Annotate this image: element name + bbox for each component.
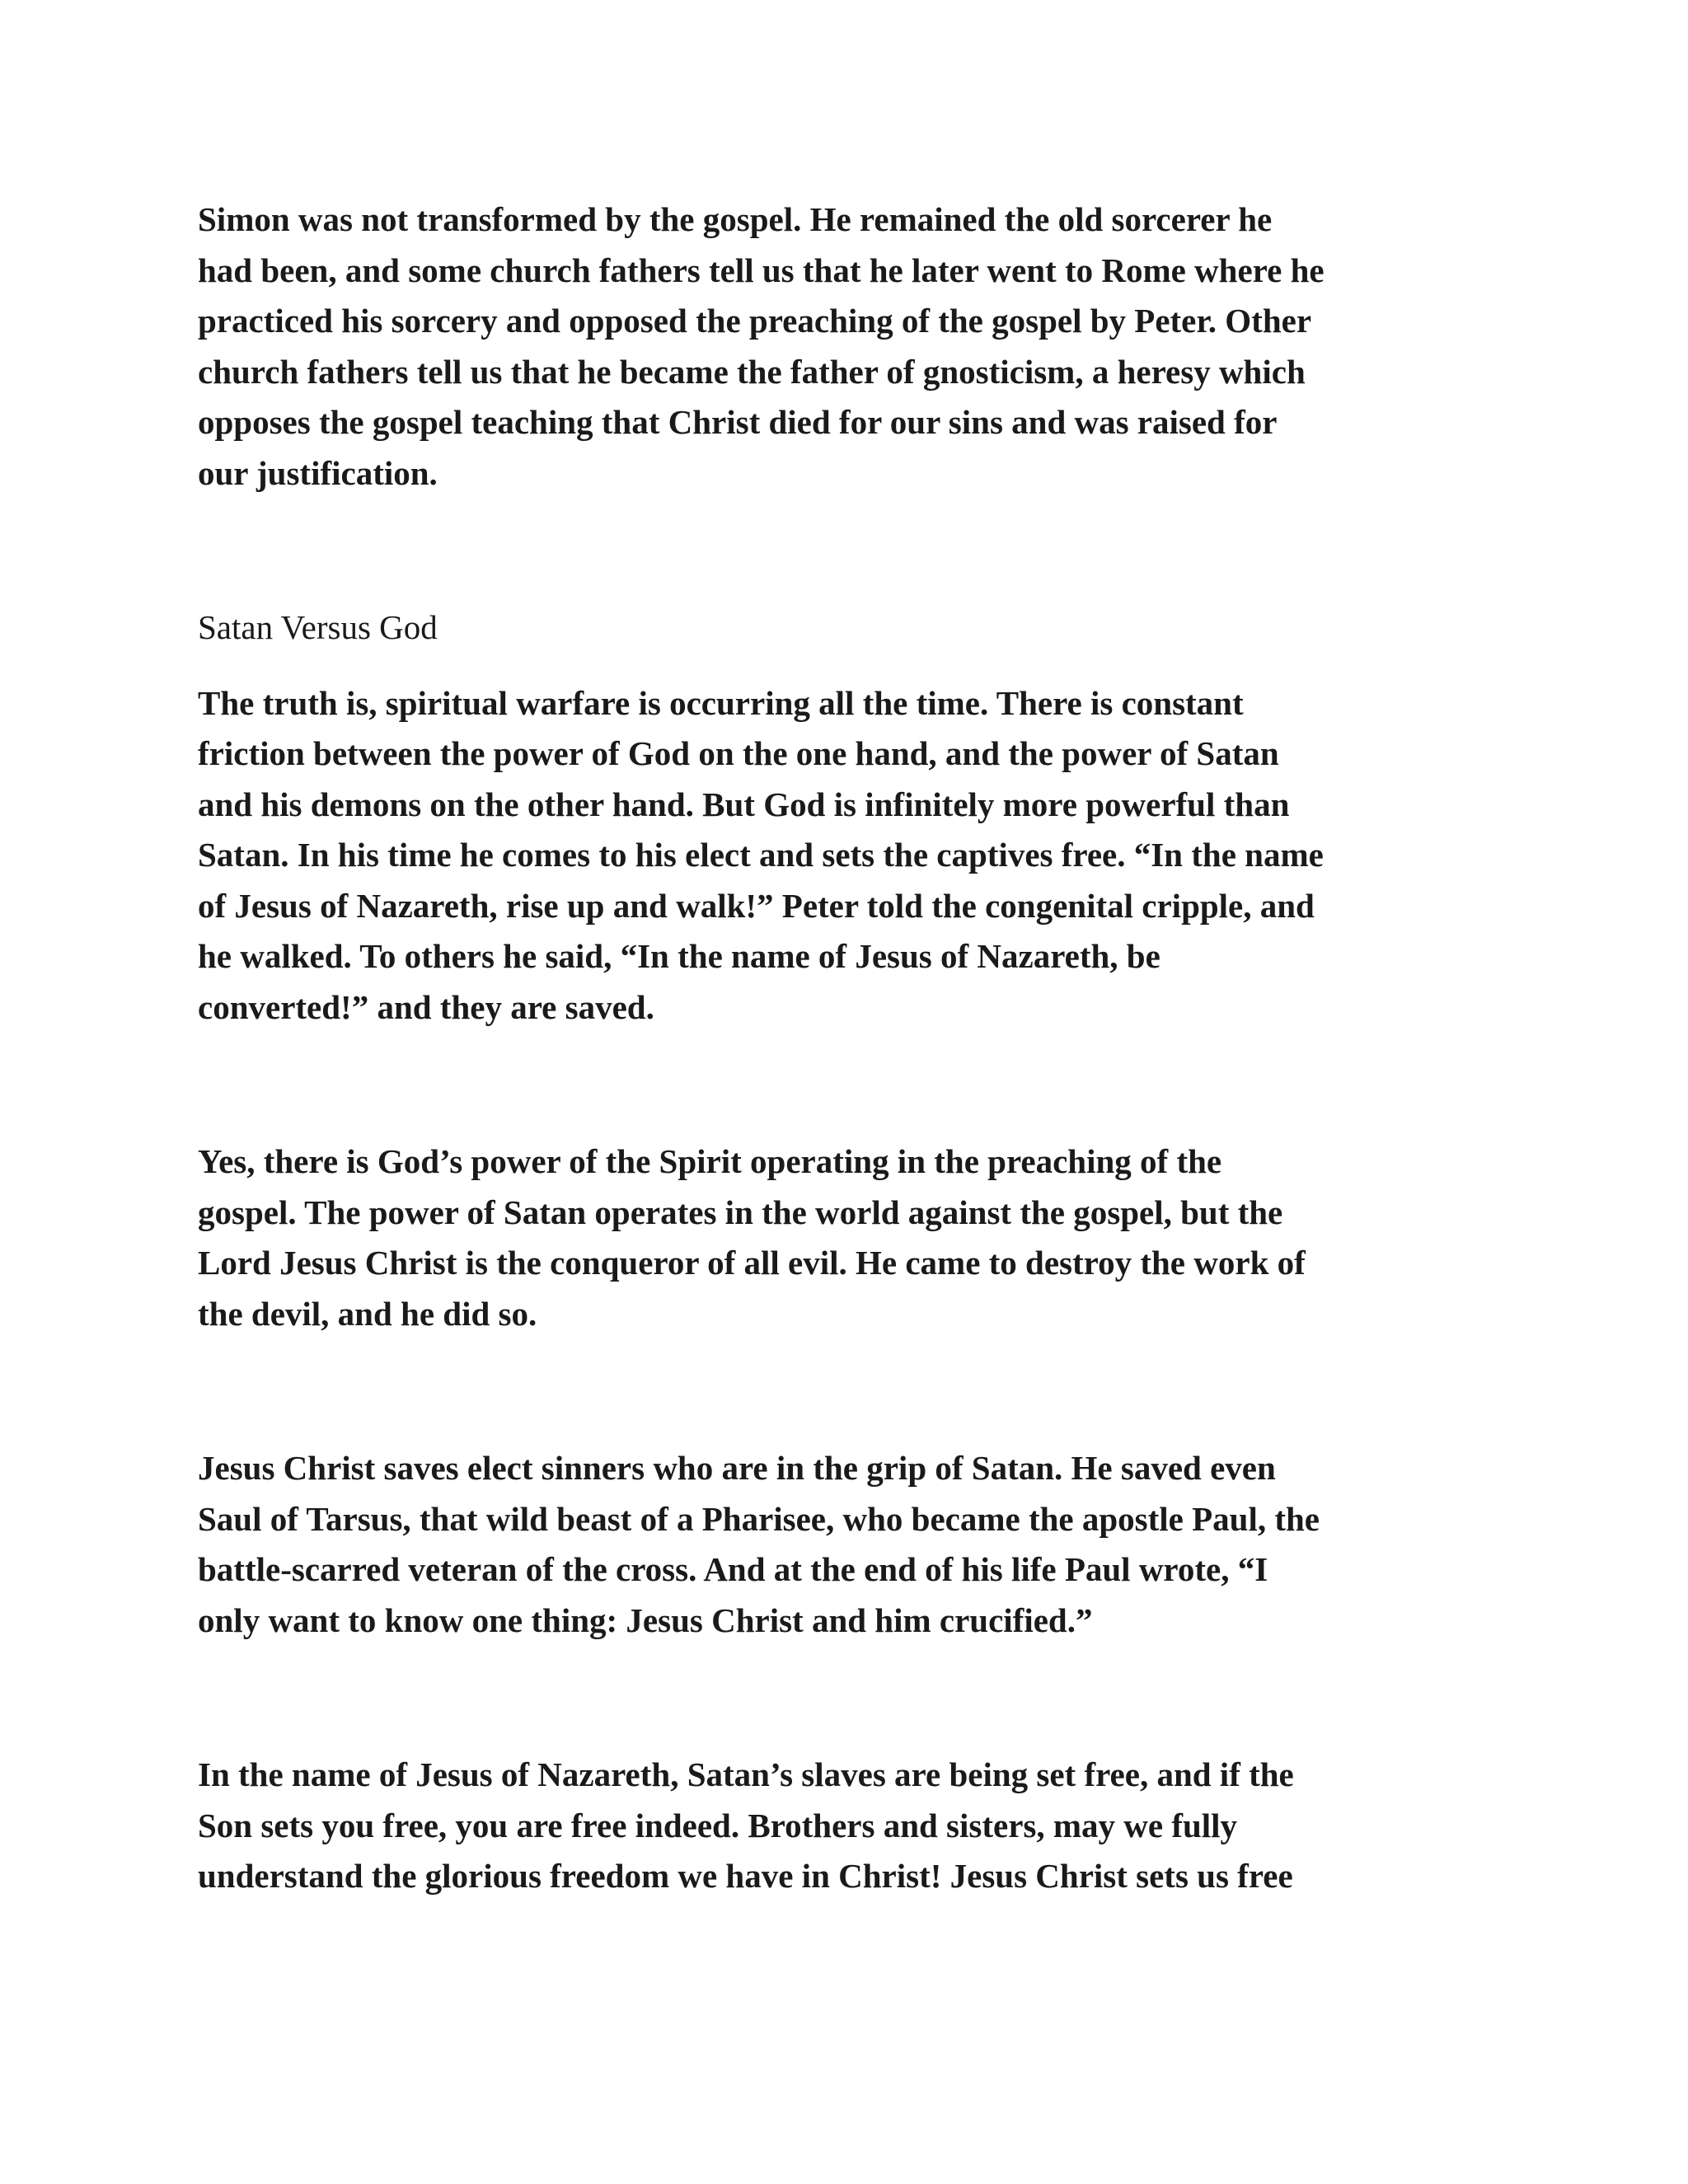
text-line: Son sets you free, you are free indeed. Brothers and sisters, may we fully <box>198 1806 1238 1844</box>
text-line: of Jesus of Nazareth, rise up and walk!” Peter told the congenital cripple, and <box>198 886 1315 925</box>
text-line: church fathers tell us that he became the father of gnosticism, a heresy which <box>198 352 1306 391</box>
text-line: Saul of Tarsus, that wild beast of a Pharisee, who became the apostle Paul, the <box>198 1499 1320 1538</box>
paragraph-power-of-spirit <box>198 1137 1500 1339</box>
paragraph-spacer <box>198 1339 1500 1443</box>
text-line: only want to know one thing: Jesus Christ and him crucified.” <box>198 1601 1093 1639</box>
text-line: friction between the power of God on the one hand, and the power of Satan <box>198 734 1279 772</box>
text-line: gospel. The power of Satan operates in the world against the gospel, but the <box>198 1193 1283 1231</box>
text-line: The truth is, spiritual warfare is occurring all the time. There is constant <box>198 683 1244 722</box>
text-line: practiced his sorcery and opposed the preaching of the gospel by Peter. Other <box>198 302 1312 340</box>
paragraph-spacer <box>198 1646 1500 1750</box>
paragraph-elect-sinners <box>198 1443 1500 1646</box>
paragraph-simon <box>198 194 1500 499</box>
text-line: had been, and some church fathers tell us that he later went to Rome where he <box>198 251 1325 289</box>
paragraph-spacer <box>198 1033 1500 1137</box>
text-line: he walked. To others he said, “In the name of Jesus of Nazareth, be <box>198 937 1160 975</box>
text-line: understand the glorious freedom we have in Christ! Jesus Christ sets us free <box>198 1857 1293 1895</box>
text-line: Simon was not transformed by the gospel. He remained the old sorcerer he <box>198 200 1273 238</box>
paragraph-spiritual-warfare <box>198 678 1500 1033</box>
section-heading: Satan Versus God <box>198 608 438 646</box>
text-line: Yes, there is God’s power of the Spirit operating in the preaching of the <box>198 1142 1222 1180</box>
text-line: opposes the gospel teaching that Christ died for our sins and was raised for <box>198 403 1278 441</box>
text-line: and his demons on the other hand. But God is infinitely more powerful than <box>198 785 1290 823</box>
heading-spacer <box>198 654 1500 678</box>
text-line: the devil, and he did so. <box>198 1294 537 1333</box>
text-line: Lord Jesus Christ is the conqueror of all evil. He came to destroy the work of <box>198 1244 1306 1282</box>
text-line: In the name of Jesus of Nazareth, Satan’s slaves are being set free, and if the <box>198 1755 1294 1793</box>
text-line: converted!” and they are saved. <box>198 987 654 1026</box>
text-line: battle-scarred veteran of the cross. And at the end of his life Paul wrote, “I <box>198 1550 1268 1588</box>
paragraph-set-free <box>198 1750 1500 1902</box>
text-line: Jesus Christ saves elect sinners who are in the grip of Satan. He saved even <box>198 1449 1276 1487</box>
paragraph-spacer <box>198 499 1500 602</box>
document-body <box>198 194 1500 1902</box>
text-line: our justification. <box>198 453 438 492</box>
text-line: Satan. In his time he comes to his elect and sets the captives free. “In the name <box>198 836 1324 874</box>
